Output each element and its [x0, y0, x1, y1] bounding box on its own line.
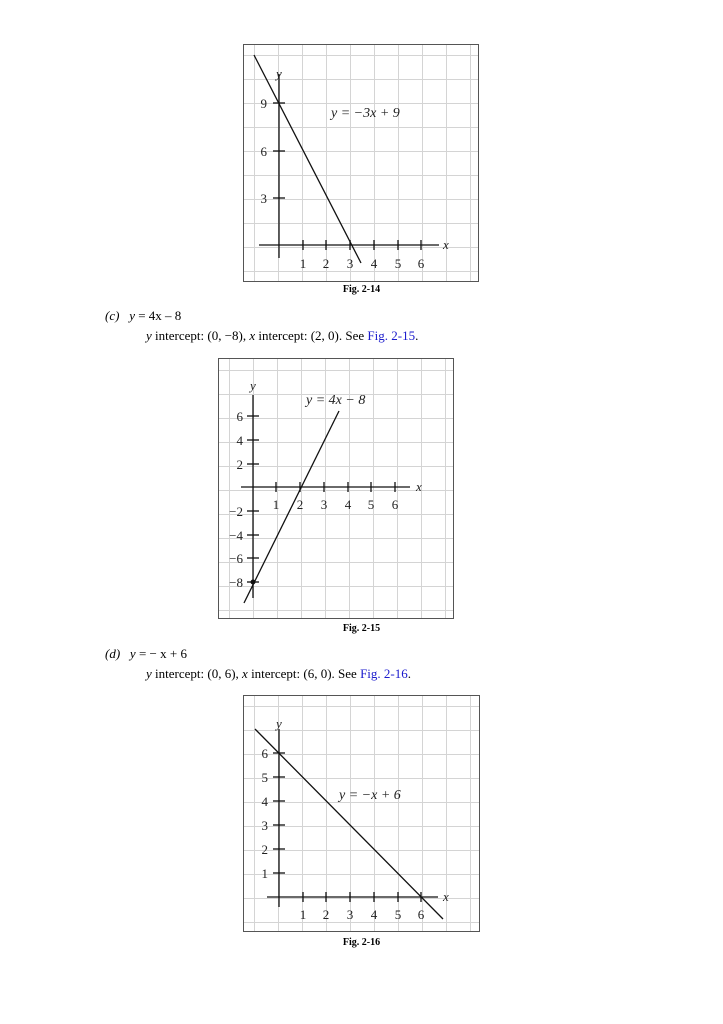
y-tick-label: 6	[260, 144, 267, 159]
equation: = 4x – 8	[134, 308, 182, 323]
figure-caption: Fig. 2-16	[342, 937, 381, 948]
equation-label: y = 4x − 8	[306, 393, 366, 408]
y-axis-label: y	[276, 716, 282, 731]
equation: = − x + 6	[135, 646, 187, 661]
axes	[259, 74, 439, 258]
y-tick-label: −6	[229, 551, 243, 566]
intercept-variable: x	[242, 666, 248, 681]
x-tick-label: 2	[322, 256, 330, 271]
part-c-intercepts	[146, 328, 418, 344]
part-label: (c)	[105, 308, 120, 323]
equation-label: y = −x + 6	[339, 788, 401, 803]
graph-line	[254, 55, 361, 263]
x-tick-label: 4	[370, 256, 378, 271]
x-tick-label: 3	[346, 907, 354, 922]
y-tick-label: 9	[260, 96, 267, 111]
part-d-heading	[105, 646, 187, 662]
figure-caption: Fig. 2-14	[342, 284, 381, 295]
intercept-text: intercept: (6, 0). See	[247, 666, 361, 681]
x-tick-label: 1	[272, 497, 280, 512]
y-tick-label: 6	[236, 409, 243, 424]
x-axis-label: x	[443, 237, 449, 252]
intercept-variable: y	[146, 666, 152, 681]
x-tick-label: 5	[394, 256, 402, 271]
y-tick-label: −8	[229, 575, 243, 590]
y-tick-label: 6	[261, 746, 268, 761]
intercept-variable: y	[146, 328, 152, 343]
figure-link[interactable]: Fig. 2-15	[367, 328, 416, 343]
x-axis-label: x	[416, 479, 422, 494]
sentence-end: .	[415, 328, 419, 343]
x-axis-label: x	[443, 889, 449, 904]
x-tick-label: 4	[344, 497, 352, 512]
figure-2-16	[243, 695, 480, 932]
figure-2-15	[218, 358, 454, 619]
part-d-intercepts	[146, 666, 411, 682]
y-tick-label: 3	[260, 191, 267, 206]
equation-variable: y	[129, 308, 135, 323]
figure-link[interactable]: Fig. 2-16	[360, 666, 408, 681]
x-tick-label: 5	[394, 907, 402, 922]
x-tick-label: 4	[370, 907, 378, 922]
part-c-heading	[105, 308, 181, 324]
intercept-text: intercept: (2, 0). See	[255, 328, 368, 343]
part-label: (d)	[105, 646, 121, 661]
equation-label: y = −3x + 9	[331, 106, 400, 121]
y-tick-label: −2	[229, 504, 243, 519]
intercept-variable: x	[249, 328, 256, 343]
x-tick-label: 5	[367, 497, 375, 512]
y-tick-label: 2	[261, 842, 268, 857]
x-tick-label: 3	[320, 497, 328, 512]
y-axis-label: y	[276, 66, 282, 81]
x-tick-label: 2	[296, 497, 304, 512]
y-tick-label: 4	[261, 794, 268, 809]
intercept-text: intercept: (0, 6),	[151, 666, 243, 681]
axes	[267, 729, 438, 907]
y-tick-label: −4	[229, 528, 243, 543]
x-tick-label: 2	[322, 907, 330, 922]
figure-2-14	[243, 44, 479, 282]
figure-caption: Fig. 2-15	[342, 623, 381, 634]
graph-line	[255, 729, 443, 919]
x-tick-label: 6	[417, 907, 425, 922]
intercept-text: intercept: (0, −8),	[151, 328, 250, 343]
x-tick-label: 6	[417, 256, 425, 271]
x-tick-label: 6	[391, 497, 399, 512]
x-tick-label: 3	[346, 256, 354, 271]
sentence-end: .	[407, 666, 411, 681]
y-axis-label: y	[250, 378, 256, 393]
x-tick-label: 1	[299, 256, 307, 271]
y-tick-label: 1	[261, 866, 268, 881]
y-tick-label: 4	[236, 433, 243, 448]
y-tick-label: 3	[261, 818, 268, 833]
x-tick-label: 1	[299, 907, 307, 922]
intercept-point	[251, 580, 256, 585]
y-tick-label: 5	[261, 770, 268, 785]
equation-variable: y	[129, 646, 136, 661]
y-tick-label: 2	[236, 457, 243, 472]
